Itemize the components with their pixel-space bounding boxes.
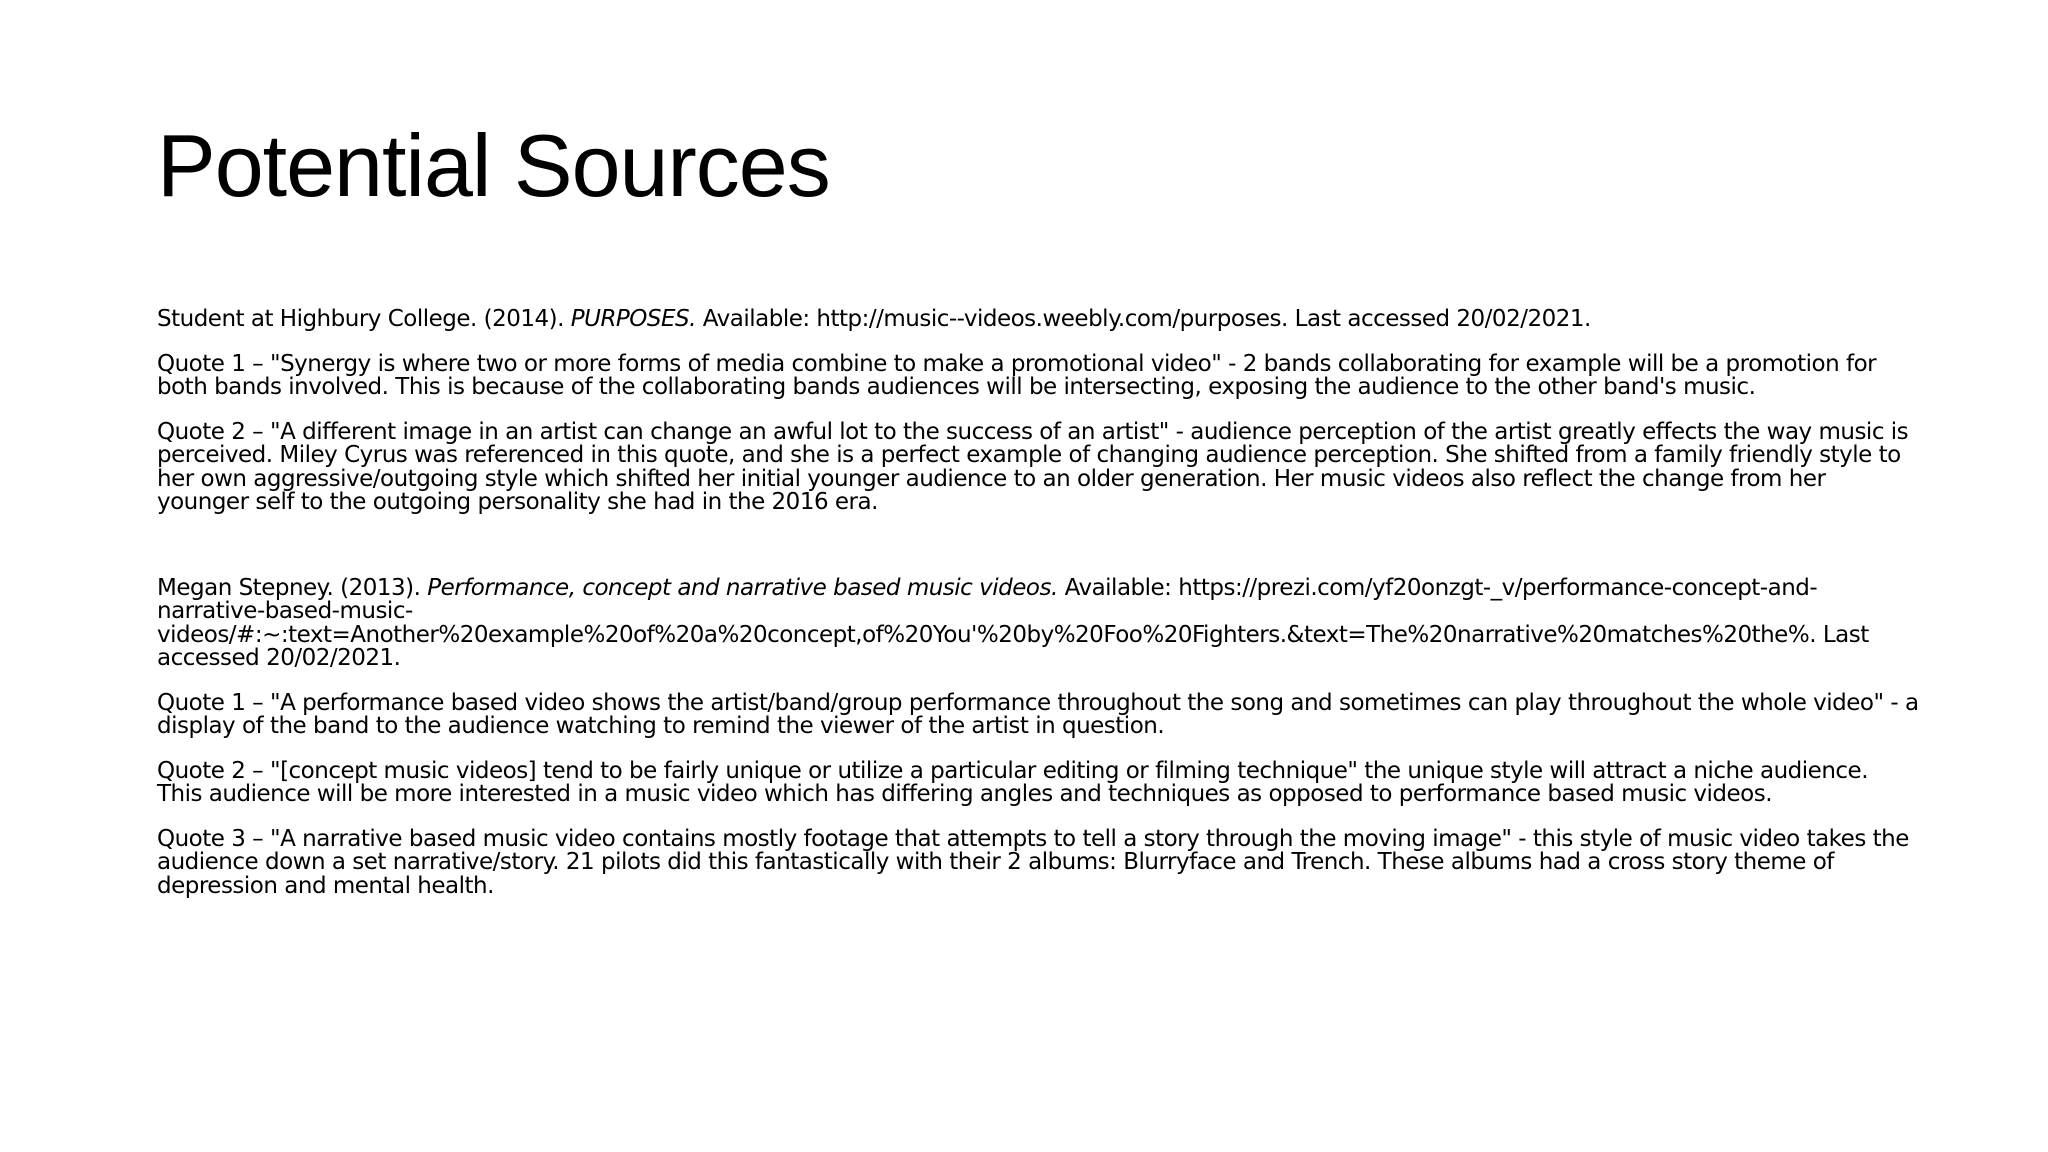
source-1-quote-2: Quote 2 – "A different image in an artist can change an awful lot to the success of an artist" - audience perception of the artist greatly effects the way music is perceived. Miley Cyrus was referenced in this quote, and she is a perfect example of changing audience perception. She shifted from a family friendly style to her own aggressive/outgoing style which shifted her initial younger audience to an older generation. Her music videos also reflect the change from her younger self to the outgoing personality she had in the 2016 era. (157, 418, 1909, 515)
citation-url-part-3: videos/#:~:text=Another%20example%20of%20a%20concept,of%20You'%20by%20Foo%20Fighters.&text=The%20narrative%20matches%20the%. Last accessed 20/02/2021. (157, 621, 1869, 671)
source-2-citation (157, 574, 1919, 671)
source-2-quote-2: Quote 2 – "[concept music videos] tend to be fairly unique or utilize a particular editing or filming technique" the unique style will attract a niche audience. This audience will be more interested in a music video which has differing angles and techniques as opposed to performance based music videos. (157, 757, 1869, 807)
citation-suffix: Available: http://music--videos.weebly.com/purposes. Last accessed 20/02/2021. (695, 306, 1591, 332)
source-2-quote-1: Quote 1 – "A performance based video shows the artist/band/group performance throughout the song and sometimes can play throughout the whole video" - a display of the band to the audience watching to remind the viewer of the artist in question. (157, 689, 1919, 739)
source-1-citation (157, 308, 1919, 332)
citation-work-title: Performance, concept and narrative based music videos. (427, 574, 1058, 601)
citation-prefix: Student at Highbury College. (2014). (157, 306, 571, 332)
citation-work-title: PURPOSES. (570, 306, 696, 332)
citation-prefix: Megan Stepney. (2013). (157, 574, 428, 601)
source-2-quote-3: Quote 3 – "A narrative based music video contains mostly footage that attempts to tell a story through the moving image" - this style of music video takes the audience down a set narrative/story. 21 pilots did this fantastically with their 2 albums: Blurryface and Trench. These albums had a cross story theme of depression and mental health. (157, 825, 1909, 899)
citation-url-part-1: Available: https://prezi.com/yf20onzgt-_v/performance-concept-and- (1057, 574, 1818, 601)
slide-title: Potential Sources (157, 116, 830, 215)
slide-body (157, 308, 1919, 919)
source-1-quote-1: Quote 1 – "Synergy is where two or more forms of media combine to make a promotional video" - 2 bands collaborating for example will be a promotion for both bands involved. This is because of the collaborating bands audiences will be intersecting, exposing the audience to the other band's music. (157, 350, 1877, 400)
citation-url-part-2: narrative-based-music- (157, 598, 413, 624)
